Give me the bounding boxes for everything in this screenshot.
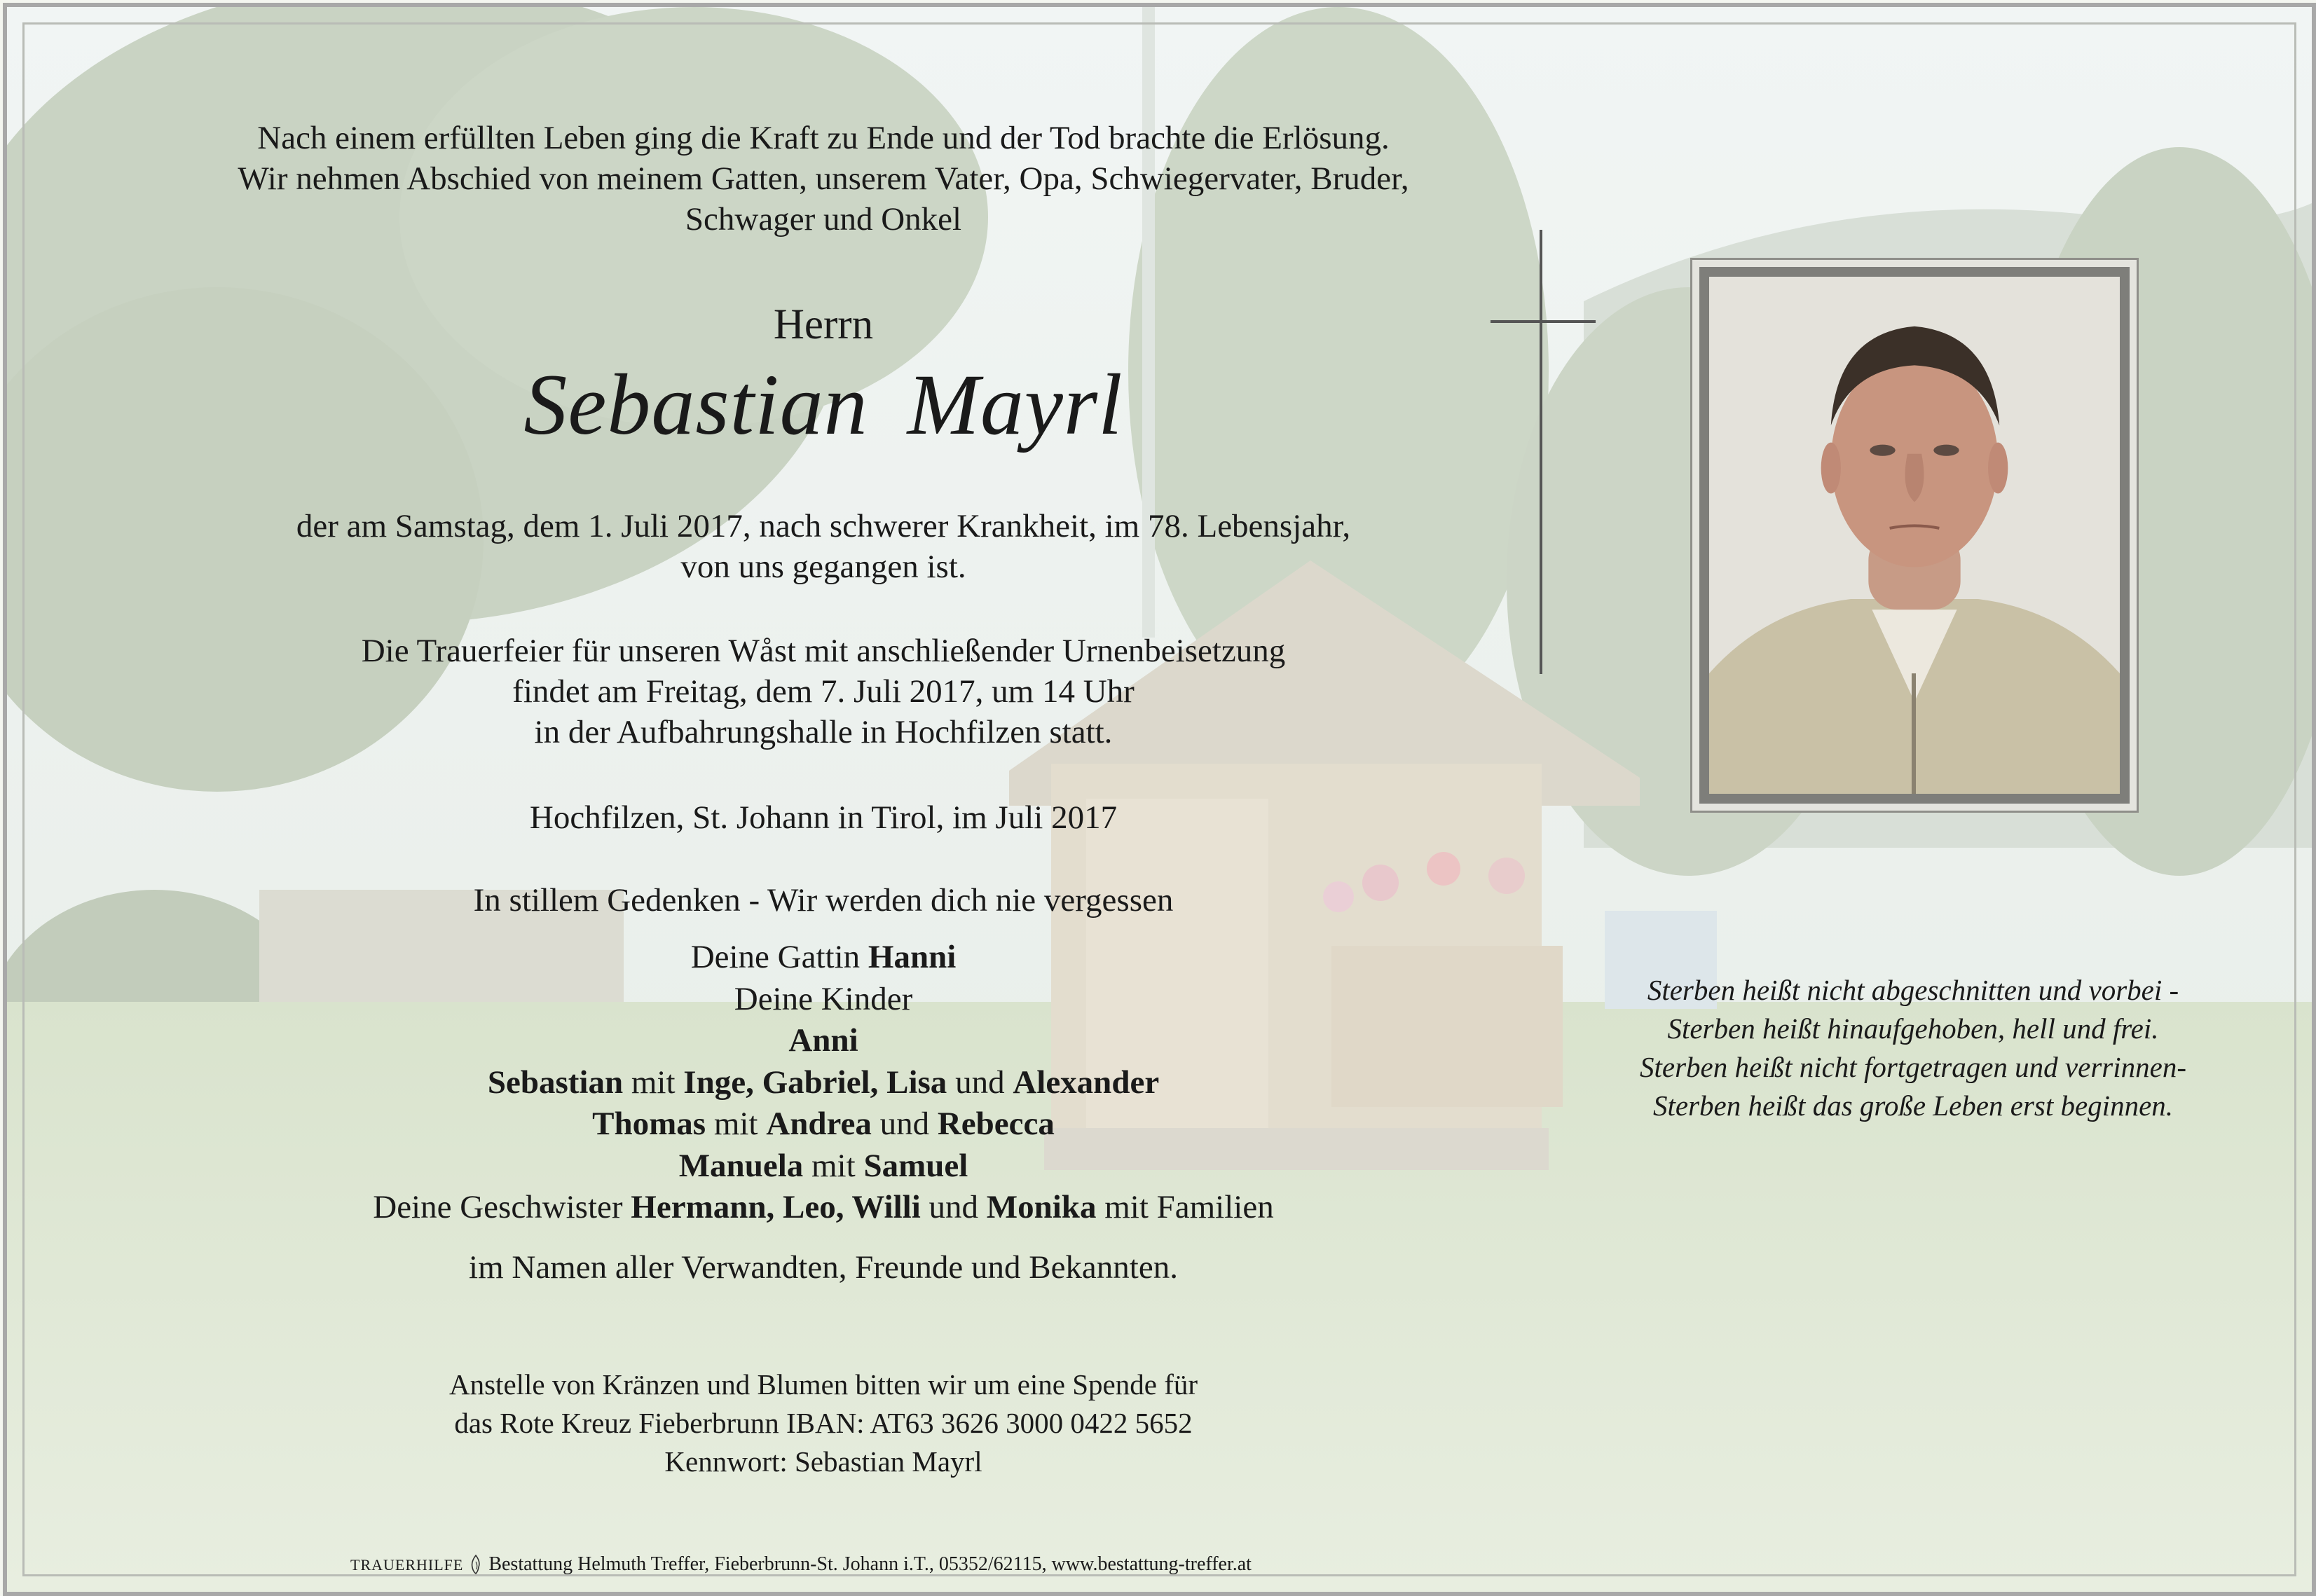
verse-line: Sterben heißt nicht abgeschnitten und vorbei - (1647, 974, 2179, 1006)
deceased-name (35, 356, 1612, 454)
intro-line: Wir nehmen Abschied von meinem Gatten, unserem Vater, Opa, Schwiegervater, Bruder, (238, 160, 1409, 197)
intro-line: Schwager und Onkel (685, 201, 962, 238)
obituary-card (3, 3, 2316, 1596)
family-list (35, 937, 1612, 1229)
ceremony-line: Die Trauerfeier für unseren Wåst mit anschließender Urnenbeisetzung (361, 633, 1286, 669)
donation-line: das Rote Kreuz Fieberbrunn IBAN: AT63 3626 3000 0422 5652 (454, 1407, 1193, 1439)
cross-horizontal (1491, 320, 1596, 323)
death-line: von uns gegangen ist. (680, 549, 966, 585)
ceremony-details (35, 631, 1612, 752)
portrait-photo (1699, 267, 2130, 804)
child-line: Thomas mit Andrea und Rebecca (592, 1106, 1055, 1142)
intro-line: Nach einem erfüllten Leben ging die Kraft zu Ende und der Tod brachte die Erlösung. (257, 120, 1390, 156)
relatives-line: im Namen aller Verwandten, Freunde und Bekannten. (469, 1249, 1178, 1286)
memory-line: In stillem Gedenken - Wir werden dich nie vergessen (473, 882, 1174, 919)
salutation: Herrn (773, 301, 874, 348)
wife-line: Deine Gattin Hanni (690, 939, 957, 975)
footer-text: Bestattung Helmuth Treffer, Fieberbrunn-St. Johann i.T., 05352/62115, www.bestattung-treffer.at (488, 1553, 1252, 1575)
donation-line: Kennwort: Sebastian Mayrl (664, 1445, 982, 1478)
verse-line: Sterben heißt das große Leben erst beginnen. (1652, 1089, 2174, 1122)
trauerhilfe-logo-text: TRAUERHILFE (350, 1556, 464, 1574)
portrait-photo-frame (1690, 258, 2139, 813)
child-line: Sebastian mit Inge, Gabriel, Lisa und Alexander (487, 1064, 1160, 1101)
funeral-home-footer (350, 1552, 1252, 1578)
cross-vertical (1540, 230, 1542, 674)
verse-line: Sterben heißt nicht fortgetragen und verrinnen- (1640, 1051, 2186, 1083)
siblings-line: Deine Geschwister Hermann, Leo, Willi und Monika mit Familien (373, 1189, 1274, 1225)
donation-request (35, 1365, 1612, 1481)
intro-text (35, 118, 1612, 240)
donation-line: Anstelle von Kränzen und Blumen bitten wir um eine Spende für (448, 1368, 1198, 1401)
child-line: Manuela mit Samuel (678, 1147, 968, 1184)
children-heading: Deine Kinder (734, 980, 913, 1017)
death-statement (35, 506, 1612, 587)
memorial-verse (1545, 971, 2281, 1125)
flame-icon (469, 1555, 483, 1574)
last-name: Mayrl (907, 357, 1123, 453)
verse-line: Sterben heißt hinaufgehoben, hell und frei. (1667, 1012, 2159, 1045)
ceremony-line: in der Aufbahrungshalle in Hochfilzen statt. (534, 714, 1113, 750)
death-line: der am Samstag, dem 1. Juli 2017, nach schwerer Krankheit, im 78. Lebensjahr, (296, 508, 1351, 544)
ceremony-line: findet am Freitag, dem 7. Juli 2017, um 14 Uhr (512, 673, 1135, 710)
first-name: Sebastian (523, 357, 868, 453)
place-date: Hochfilzen, St. Johann in Tirol, im Juli 2017 (529, 799, 1118, 836)
child-line: Anni (788, 1022, 858, 1059)
